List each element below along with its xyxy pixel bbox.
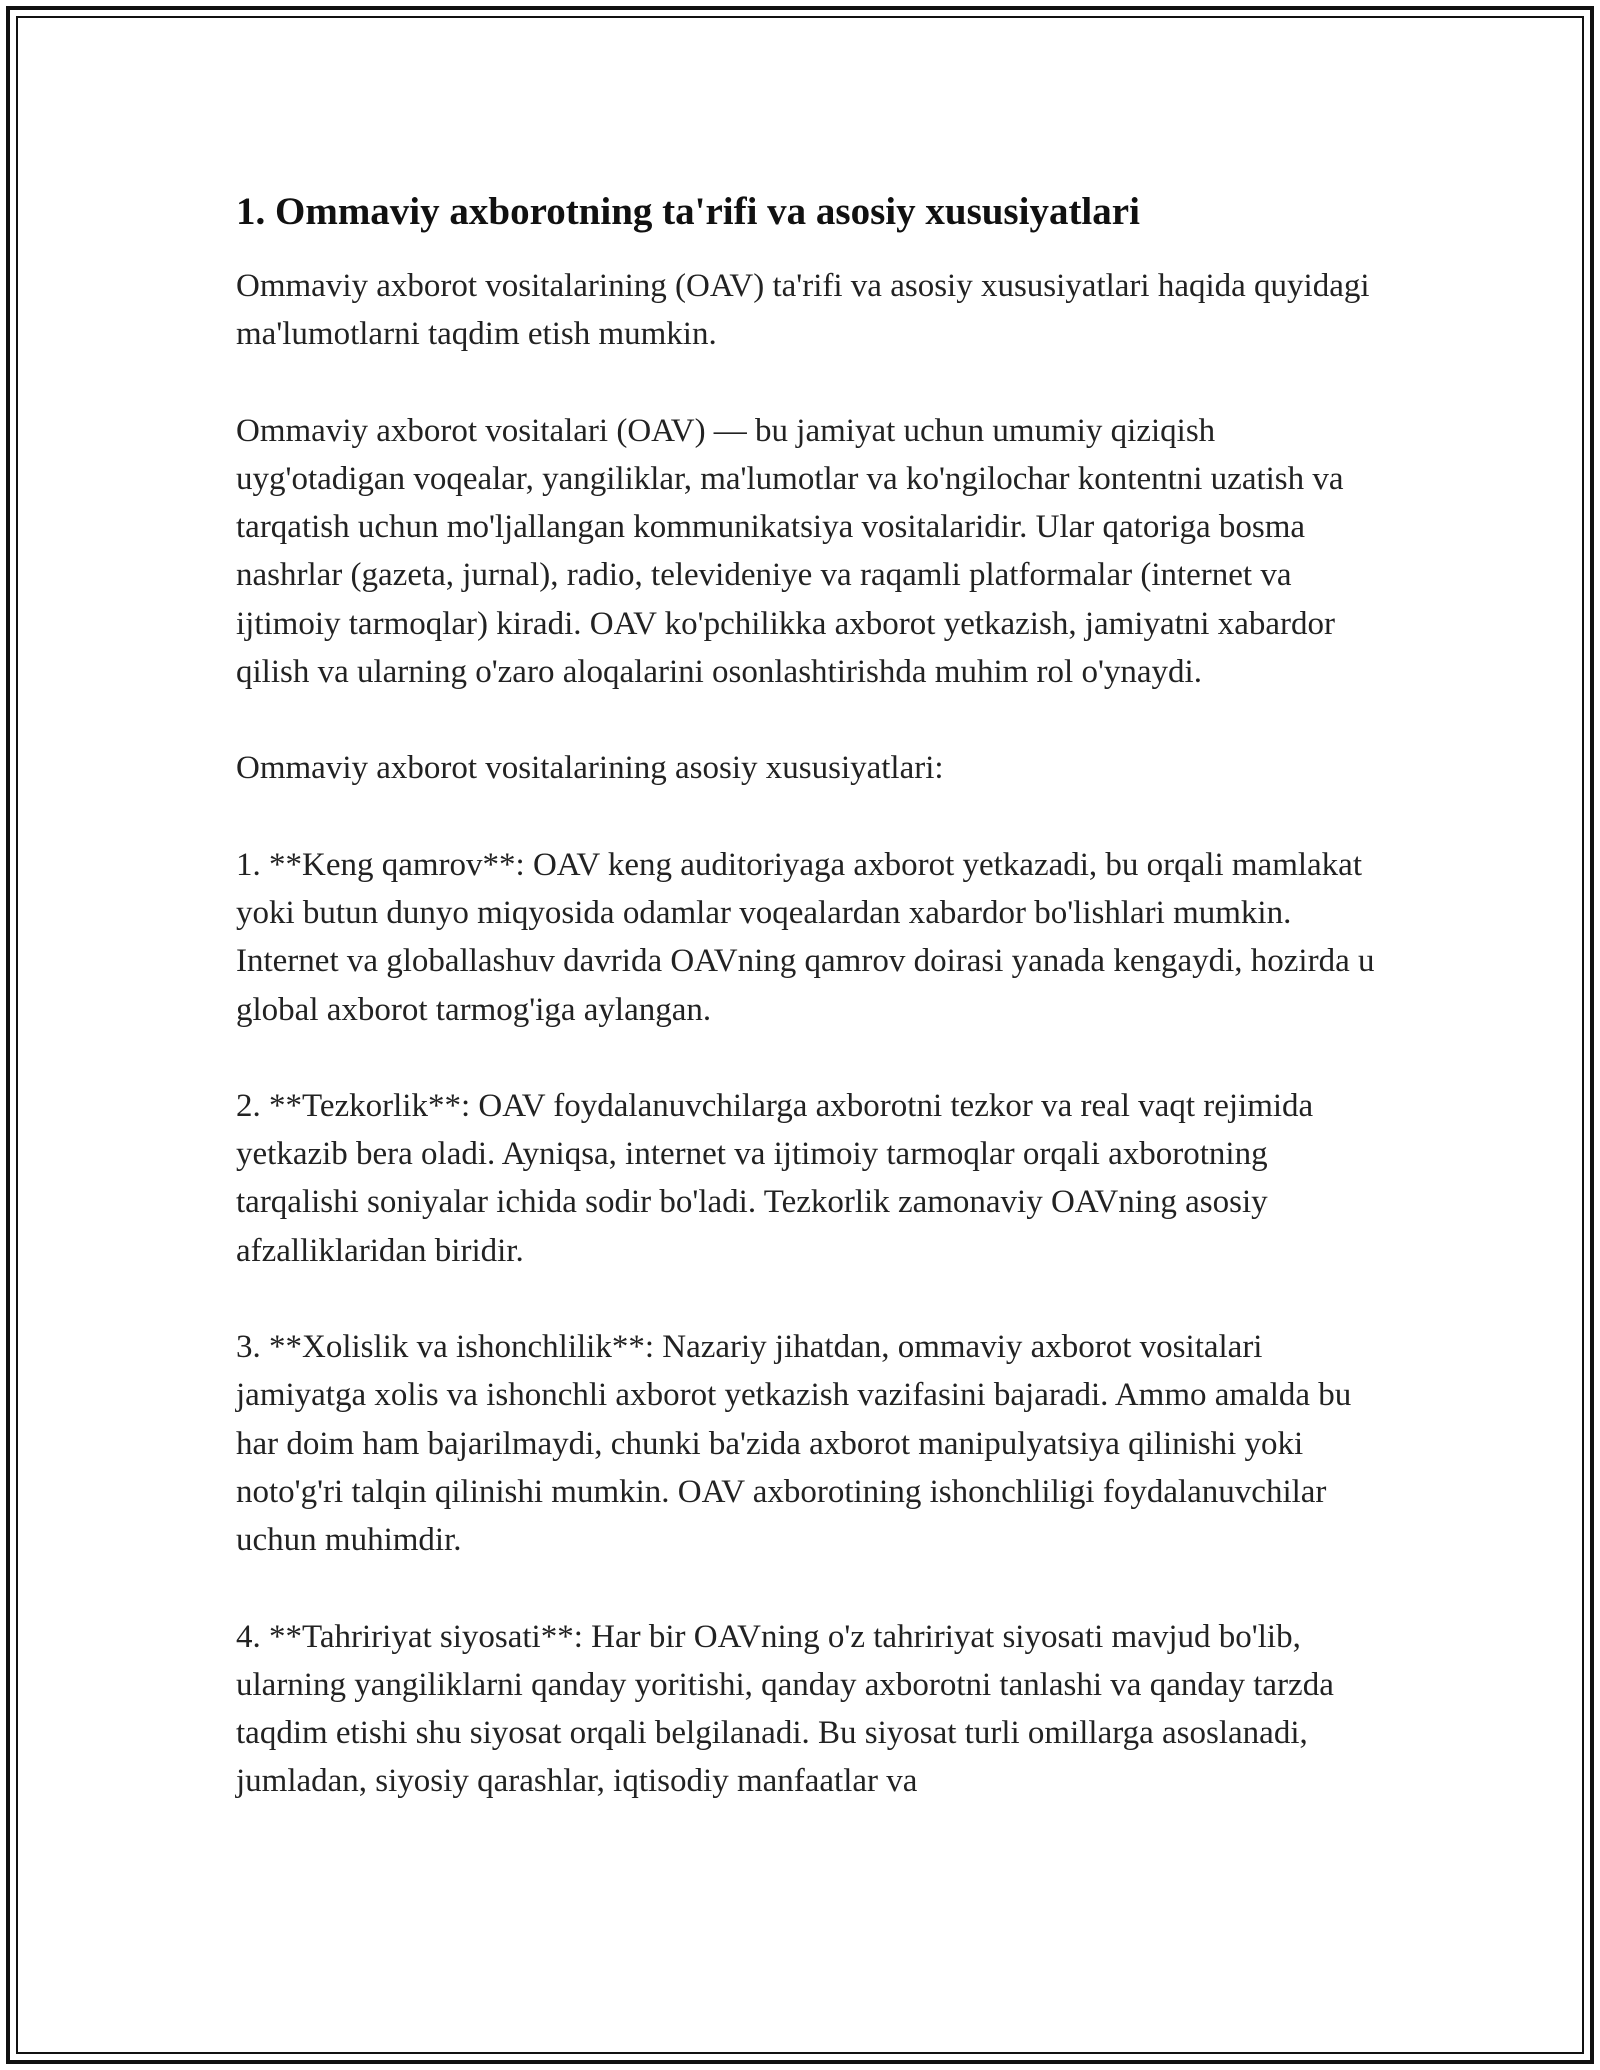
feature-item-speed: 2. **Tezkorlik**: OAV foydalanuvchilarga axborotni tezkor va real vaqt rejimida yetkazib bera oladi. Ayniqsa, internet va ijtimoiy tarmoqlar orqali axborotning tarqalishi soniyalar ichida sodir bo'ladi. Tezkorlik zamonaviy OAVning asosiy afzalliklaridan biridir. <box>236 1087 1314 1269</box>
definition-paragraph: Ommaviy axborot vositalari (OAV) — bu jamiyat uchun umumiy qiziqish uyg'otadigan voqealar, yangiliklar, ma'lumotlar va ko'ngilochar kontentni uzatish va tarqatish uchun mo'ljallangan kommunikatsiya vositalaridir. Ular qatoriga bosma nashrlar (gazeta, jurnal), radio, televideniye va raqamli platformalar (internet va ijtimoiy tarmoqlar) kiradi. OAV ko'pchilikka axborot yetkazish, jamiyatni xabardor qilish va ularning o'zaro aloqalarini osonlashtirishda muhim rol o'ynaydi. <box>236 412 1344 691</box>
features-intro-paragraph: Ommaviy axborot vositalarining asosiy xususiyatlari: <box>236 750 944 787</box>
feature-item-wide-reach: 1. **Keng qamrov**: OAV keng auditoriyaga axborot yetkazadi, bu orqali mamlakat yoki butun dunyo miqyosida odamlar voqealardan xabardor bo'lishlari mumkin. Internet va globallashuv davrida OAVning qamrov doirasi yanada kengaydi, hozirda u global axborot tarmog'iga aylangan. <box>236 846 1375 1028</box>
document-body <box>236 186 1386 1806</box>
feature-item-objectivity: 3. **Xolislik va ishonchlilik**: Nazariy jihatdan, ommaviy axborot vositalari jamiyatga xolis va ishonchli axborot yetkazish vazifasini bajaradi. Ammo amalda bu har doim ham bajarilmaydi, chunki ba'zida axborot manipulyatsiya qilinishi yoki noto'g'ri talqin qilinishi mumkin. OAV axborotining ishonchliligi foydalanuvchilar uchun muhimdir. <box>236 1329 1352 1559</box>
section-heading: 1. Ommaviy axborotning ta'rifi va asosiy xususiyatlari <box>236 190 1140 233</box>
intro-paragraph: Ommaviy axborot vositalarining (OAV) ta'rifi va asosiy xususiyatlari haqida quyidagi ma'lumotlarni taqdim etish mumkin. <box>236 268 1370 353</box>
feature-item-editorial-policy: 4. **Tahririyat siyosati**: Har bir OAVning o'z tahririyat siyosati mavjud bo'lib, ularning yangiliklarni qanday yoritishi, qanday axborotni tanlashi va qanday tarzda taqdim etishi shu siyosat orqali belgilanadi. Bu siyosat turli omillarga asoslanadi, jumladan, siyosiy qarashlar, iqtisodiy manfaatlar va <box>236 1618 1334 1800</box>
